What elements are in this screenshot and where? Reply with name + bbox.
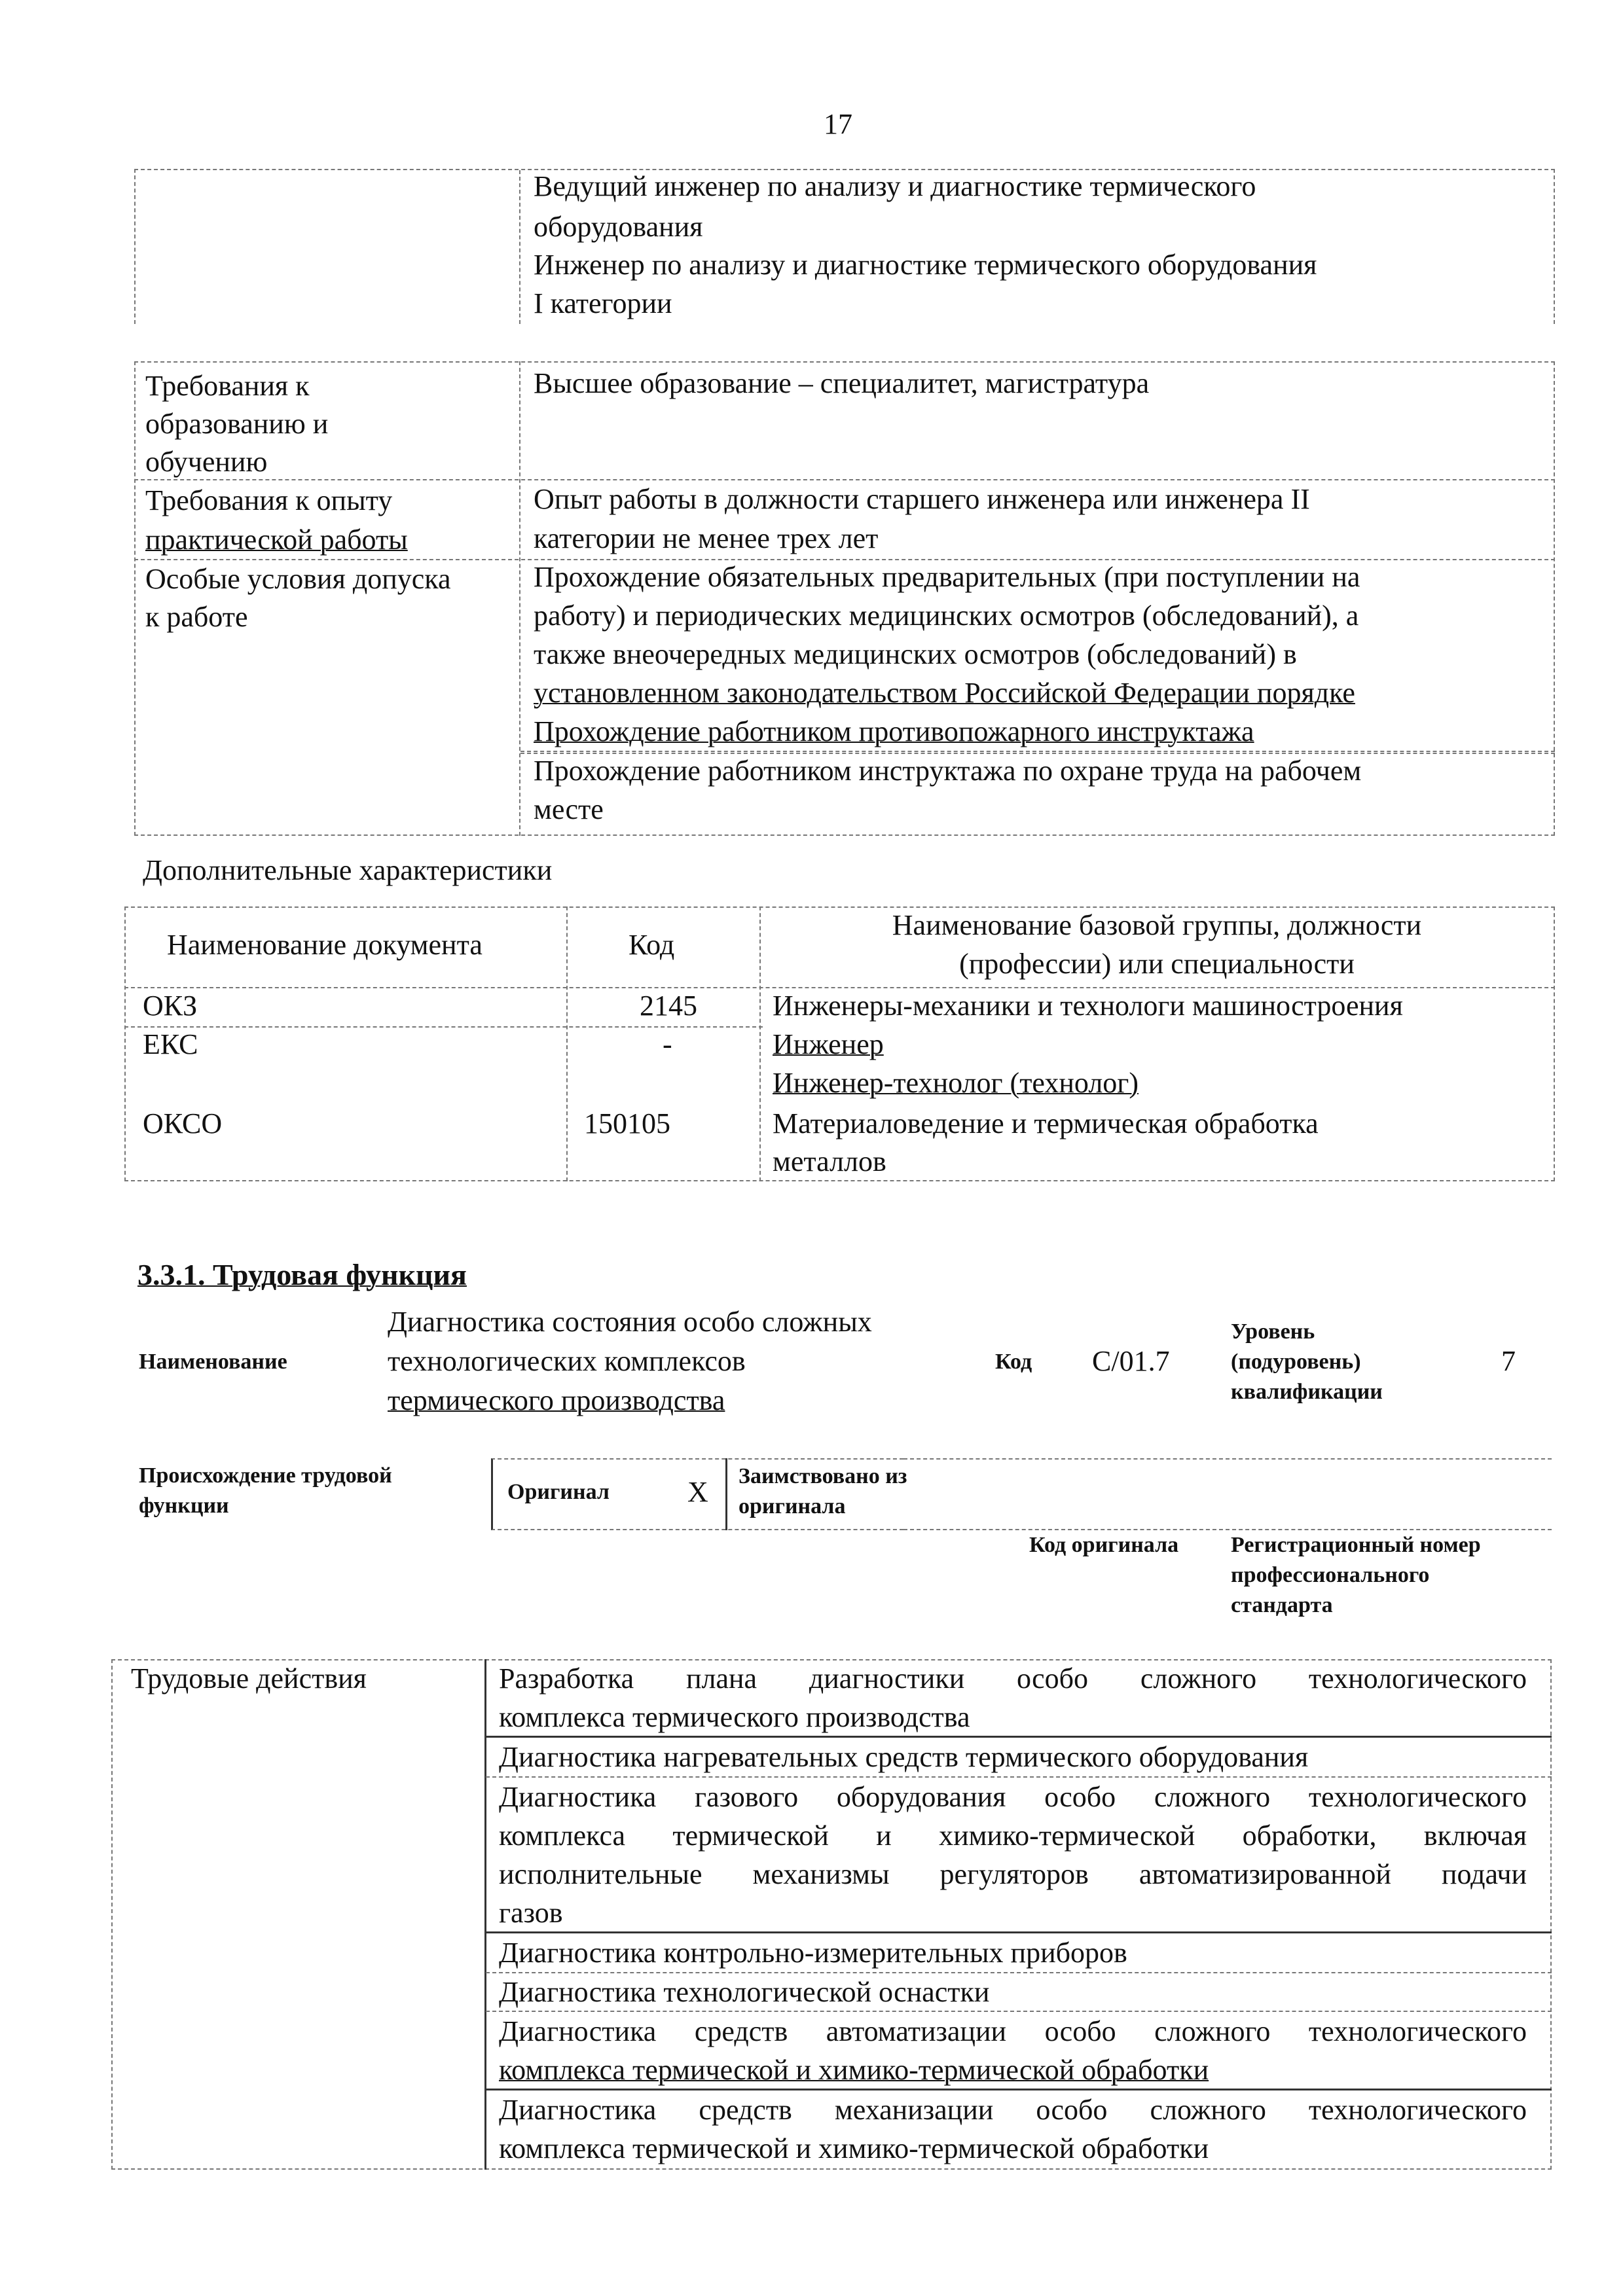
- experience-value: категории не менее трех лет: [534, 522, 879, 554]
- level-label: Уровень: [1231, 1319, 1315, 1344]
- code-okso: 150105: [584, 1107, 670, 1139]
- admission-value: также внеочередных медицинских осмотров (обследований) в: [534, 638, 1297, 670]
- header-code: Код: [629, 929, 675, 961]
- action-item: комплекса термической и химико-термической обработки: [499, 2054, 1209, 2086]
- origin-empty-box: [903, 1458, 1552, 1530]
- education-value: Высшее образование – специалитет, магистратура: [534, 367, 1150, 399]
- origin-label: Происхождение трудовой: [139, 1463, 392, 1488]
- action-item: Диагностика технологической оснастки: [499, 1976, 990, 2008]
- group-eks: Инженер: [773, 1028, 884, 1060]
- action-item: газов: [499, 1897, 563, 1929]
- group-okso: металлов: [773, 1145, 886, 1177]
- action-item: комплекса термической и химико-термической обработки, включая: [499, 1820, 1527, 1852]
- actions-label: Трудовые действия: [131, 1662, 367, 1695]
- action-item: исполнительные механизмы регуляторов автоматизированной подачи: [499, 1858, 1527, 1890]
- admission-value: установленном законодательством Российской Федерации порядке: [534, 677, 1355, 709]
- admission-value: Прохождение обязательных предварительных (при поступлении на: [534, 561, 1360, 593]
- education-label: Требования к: [145, 370, 310, 402]
- action-item: Диагностика контрольно-измерительных приборов: [499, 1937, 1127, 1969]
- continuation-line: Ведущий инженер по анализу и диагностике термического: [534, 170, 1256, 202]
- experience-label: практической работы: [145, 524, 408, 556]
- level-value: 7: [1501, 1345, 1516, 1377]
- experience-label: Требования к опыту: [145, 484, 393, 516]
- action-item: комплекса термического производства: [499, 1701, 970, 1733]
- admission-value: Прохождение работником инструктажа по охране труда на рабочем: [534, 755, 1362, 787]
- group-okso: Материаловедение и термическая обработка: [773, 1107, 1319, 1139]
- column-divider: [566, 906, 568, 1181]
- header-group: (профессии) или специальности: [959, 948, 1355, 980]
- admission-value: месте: [534, 793, 604, 825]
- continuation-line: оборудования: [534, 211, 703, 243]
- education-label: образованию и: [145, 408, 329, 440]
- code-label: Код: [995, 1350, 1032, 1374]
- code-okz: 2145: [640, 990, 697, 1022]
- name-label: Наименование: [139, 1350, 287, 1374]
- level-label: квалификации: [1231, 1380, 1383, 1404]
- original-option[interactable]: Оригинал: [507, 1480, 610, 1504]
- group-eks: Инженер-технолог (технолог): [773, 1067, 1139, 1099]
- original-check-mark: X: [687, 1476, 708, 1508]
- borrowed-option[interactable]: Заимствовано из: [739, 1464, 907, 1488]
- header-group: Наименование базовой группы, должности: [892, 909, 1422, 941]
- function-name: Диагностика состояния особо сложных: [388, 1306, 872, 1338]
- function-name: технологических комплексов: [388, 1345, 746, 1377]
- code-value: C/01.7: [1092, 1345, 1170, 1377]
- continuation-label-cell: [136, 170, 520, 324]
- action-item: Диагностика средств механизации особо сложного технологического: [499, 2094, 1527, 2126]
- reg-number-label: Регистрационный номер: [1231, 1533, 1481, 1557]
- experience-value: Опыт работы в должности старшего инженера или инженера II: [534, 483, 1310, 515]
- origin-label: функции: [139, 1494, 229, 1518]
- admission-label: к работе: [145, 601, 248, 633]
- continuation-line: I категории: [534, 287, 672, 319]
- action-item: Диагностика газового оборудования особо сложного технологического: [499, 1781, 1527, 1813]
- doc-okso: ОКСО: [143, 1107, 223, 1139]
- function-heading: 3.3.1. Трудовая функция: [137, 1258, 467, 1291]
- admission-value: Прохождение работником противопожарного инструктажа: [534, 715, 1254, 747]
- reg-number-label: профессионального: [1231, 1563, 1430, 1587]
- action-item: Разработка плана диагностики особо сложного технологического: [499, 1662, 1527, 1695]
- additional-heading: Дополнительные характеристики: [143, 854, 553, 886]
- level-label: (подуровень): [1231, 1350, 1361, 1374]
- action-item: Диагностика нагревательных средств термического оборудования: [499, 1741, 1309, 1773]
- admission-value: работу) и периодических медицинских осмотров (обследований), а: [534, 600, 1359, 632]
- function-name: термического производства: [388, 1384, 725, 1416]
- group-okz: Инженеры-механики и технологи машиностроения: [773, 990, 1403, 1022]
- continuation-line: Инженер по анализу и диагностике термического оборудования: [534, 249, 1317, 281]
- header-document: Наименование документа: [167, 929, 483, 961]
- doc-eks: ЕКС: [143, 1028, 198, 1060]
- action-item: комплекса термической и химико-термической обработки: [499, 2132, 1209, 2164]
- code-original-label: Код оригинала: [1029, 1533, 1179, 1557]
- action-item: Диагностика средств автоматизации особо сложного технологического: [499, 2015, 1527, 2047]
- doc-okz: ОКЗ: [143, 990, 198, 1022]
- column-divider: [519, 361, 520, 836]
- code-eks: -: [663, 1028, 672, 1060]
- page-number: 17: [824, 108, 852, 140]
- reg-number-label: стандарта: [1231, 1593, 1333, 1617]
- borrowed-option[interactable]: оригинала: [739, 1494, 846, 1518]
- education-label: обучению: [145, 446, 268, 478]
- admission-label: Особые условия допуска: [145, 563, 451, 595]
- origin-divider: [725, 1458, 727, 1530]
